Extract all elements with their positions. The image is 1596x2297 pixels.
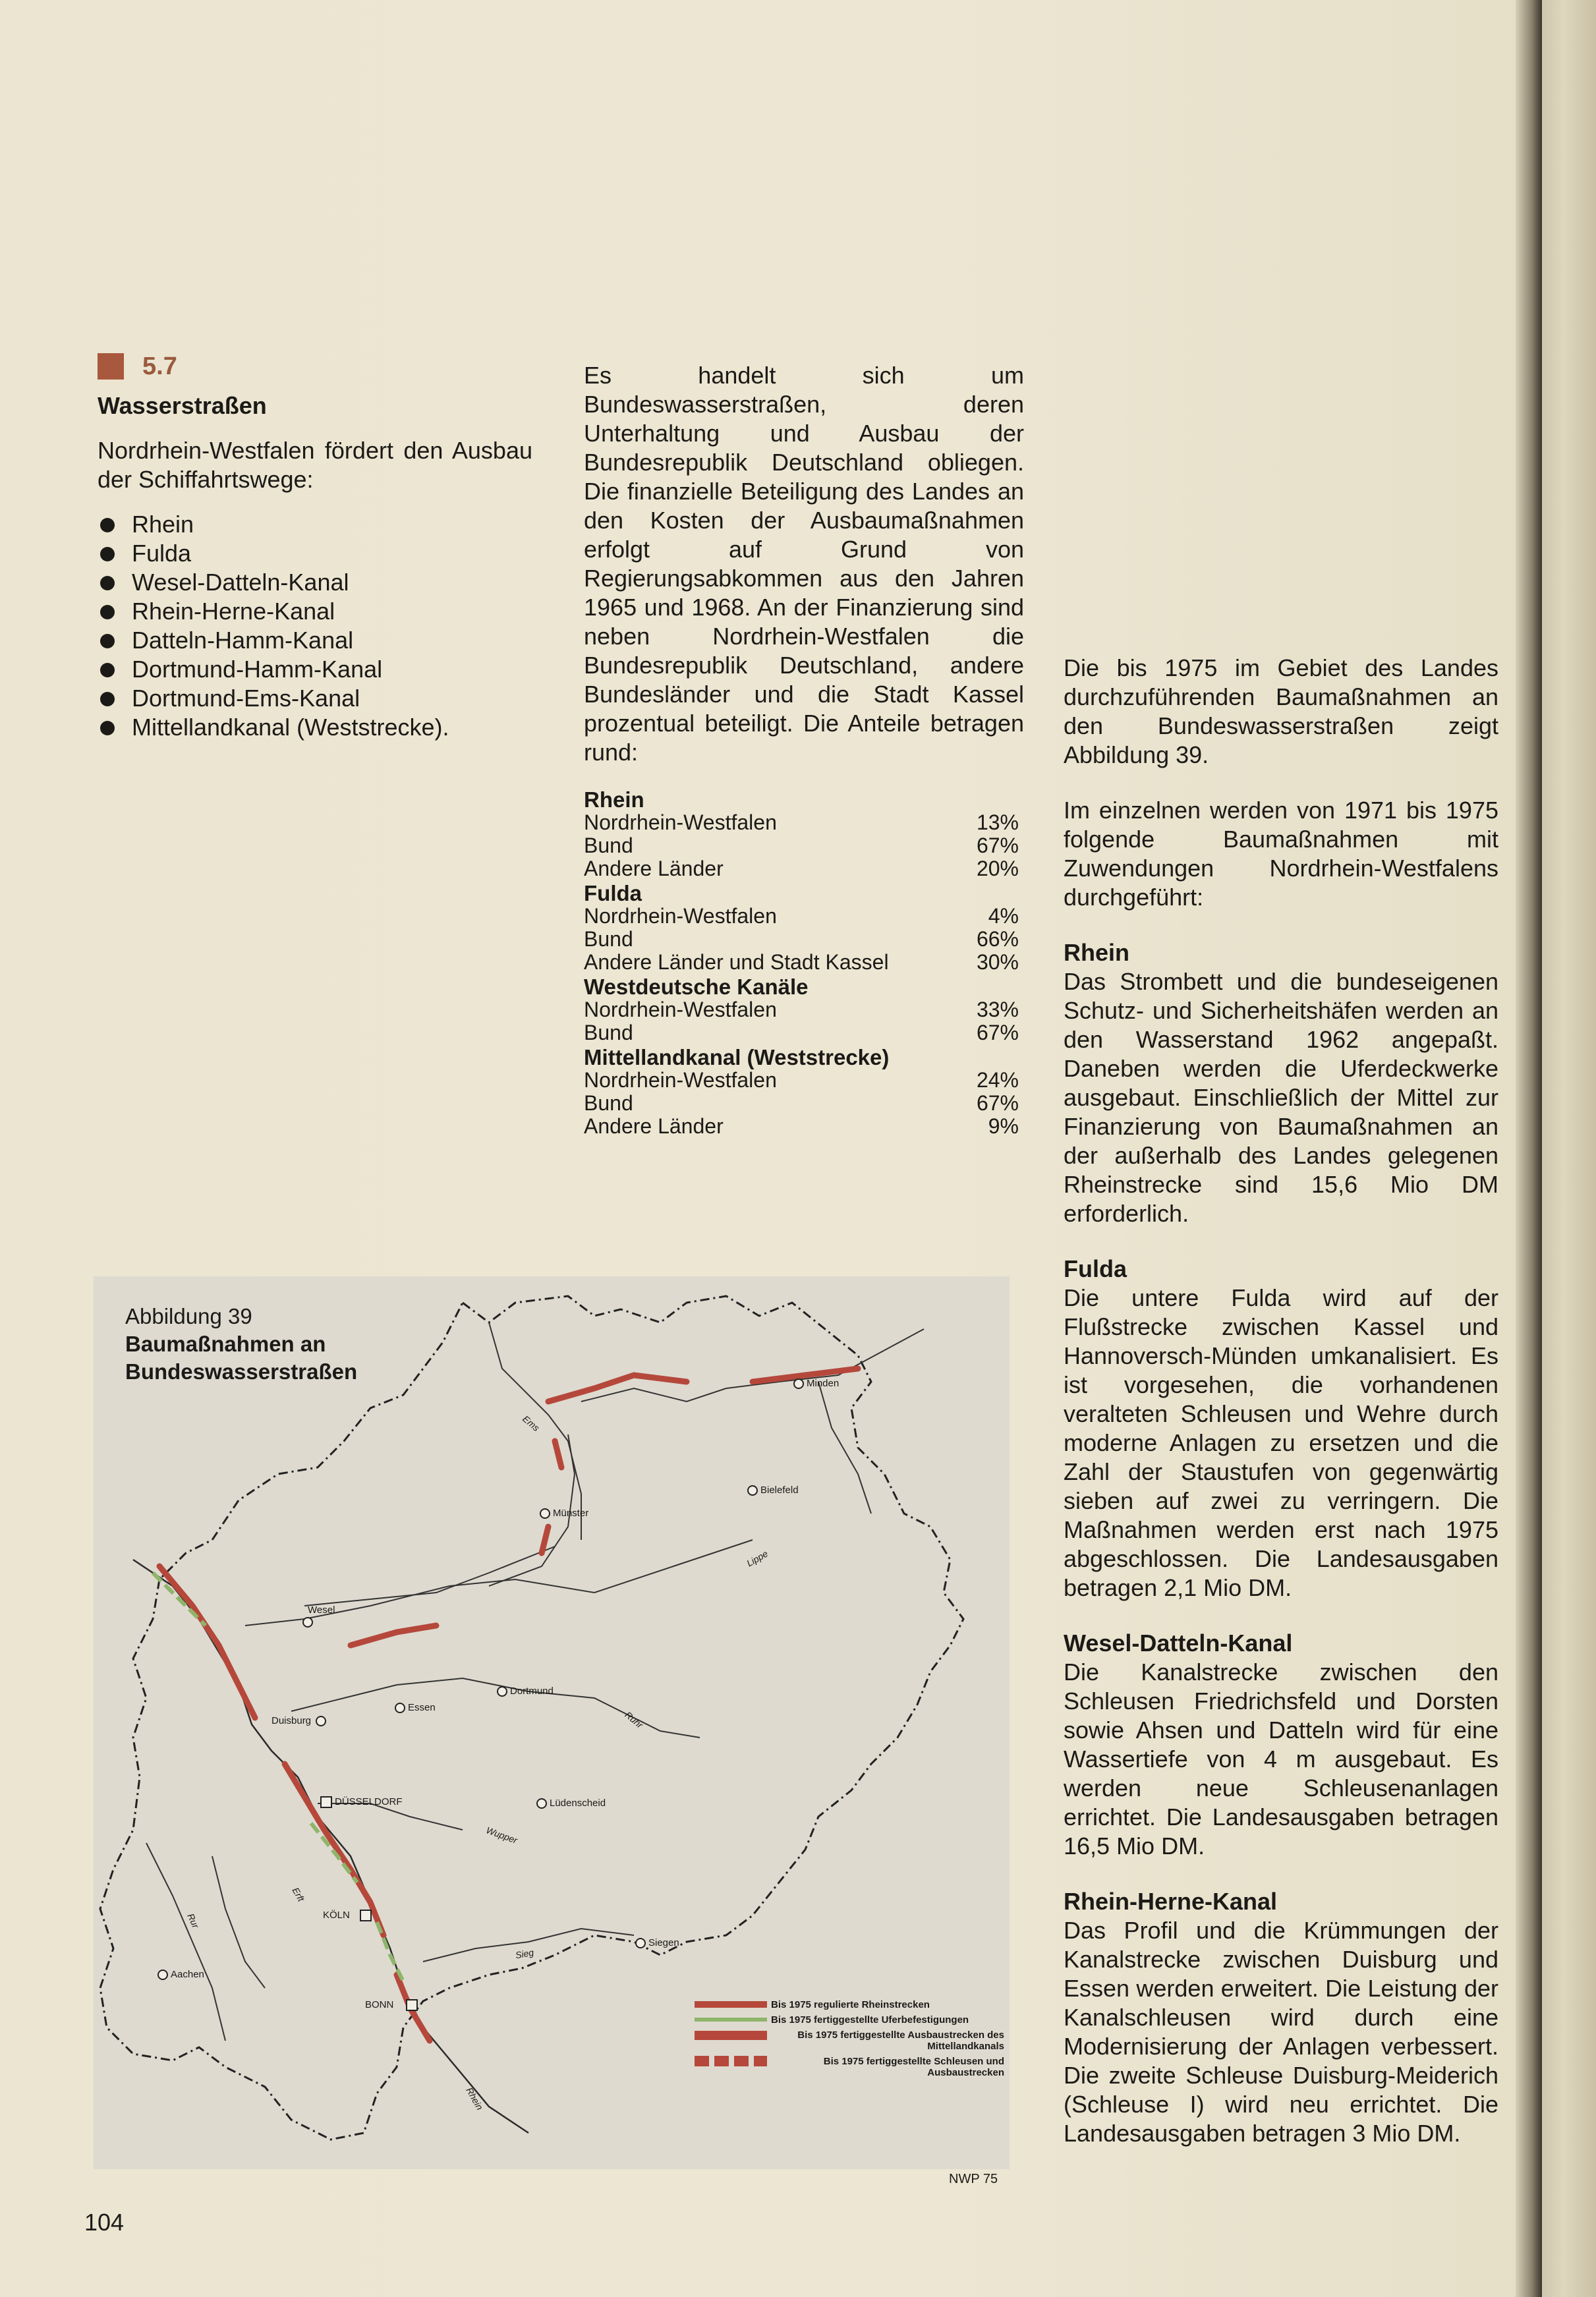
city-marker (407, 2000, 417, 2010)
list-item: Mittellandkanal (Weststrecke). (98, 713, 532, 742)
table-cell: Andere Länder (584, 1114, 724, 1138)
measure-title: Rhein-Herne-Kanal (1064, 1888, 1278, 1915)
city-marker (321, 1797, 331, 1807)
river-rur (146, 1843, 225, 2041)
river-label: Ems (521, 1413, 542, 1434)
city-label: Lüdenscheid (550, 1798, 606, 1809)
book-gutter (1516, 0, 1542, 2297)
section-heading (98, 352, 532, 381)
intro-paragraph: Im einzelnen werden von 1971 bis 1975 folgende Baumaßnahmen mit Zuwendungen Nordrhein-Westfalens durchgeführt: (1064, 797, 1498, 911)
city-label: KÖLN (323, 1910, 350, 1921)
river-label: Erft (290, 1885, 307, 1904)
city-label: Bielefeld (760, 1485, 799, 1496)
table-cell: Nordrhein-Westfalen (584, 904, 777, 928)
river-rhein (133, 1560, 528, 2133)
group-heading: Westdeutsche Kanäle (584, 975, 809, 999)
city-label: BONN (365, 1999, 394, 2010)
group-heading: Mittellandkanal (Weststrecke) (584, 1045, 890, 1069)
table-cell: 66% (976, 927, 1019, 951)
page-number: 104 (84, 2209, 125, 2236)
table-cell: Nordrhein-Westfalen (584, 810, 777, 834)
list-item: Dortmund-Hamm-Kanal (98, 655, 532, 684)
book-page-edge (1542, 0, 1596, 2297)
river-label: Lippe (745, 1548, 770, 1569)
regulated-rhine-segment (159, 1566, 255, 1718)
legend-swatch (695, 2056, 767, 2066)
city-marker (537, 1799, 546, 1808)
map-legend (695, 1999, 1004, 2078)
city-label: Aachen (171, 1969, 204, 1980)
legend-label: Bis 1975 fertiggestellte Schleusen und Ausbaustrecken (823, 2056, 1004, 2078)
measure-item (1064, 1887, 1498, 2148)
table-cell: 33% (976, 998, 1019, 1021)
legend-swatch (695, 2031, 767, 2040)
legend-item (695, 2056, 1004, 2078)
section-title: Wasserstraßen (98, 392, 267, 419)
legend-label: Bis 1975 fertiggestellte Uferbefestigungen (771, 2014, 969, 2026)
city-marker (540, 1509, 550, 1518)
legend-swatch (695, 2001, 767, 2008)
city-label: DÜSSELDORF (335, 1796, 403, 1807)
river-label: Wupper (484, 1825, 519, 1846)
measure-text: Die untere Fulda wird auf der Flußstrecke zwischen Kassel und Hannoversch-Münden umkanalisiert. Es ist vorgesehen, die vorhandenen veralteten Schleusen und Wehre durch moderne Anlagen zu ersetzen und die Zahl der Staustufen von gegenwärtig sieben auf zwei zu verringern. Die Maßnahmen werden erst nach 1975 abgeschlossen. Die Landesausgaben betragen 2,1 Mio DM. (1064, 1284, 1498, 1601)
measure-item (1064, 1255, 1498, 1602)
measure-title: Wesel-Datteln-Kanal (1064, 1630, 1293, 1657)
list-item: Datteln-Hamm-Kanal (98, 626, 532, 655)
city-label: Wesel (308, 1604, 335, 1616)
section-intro: Nordrhein-Westfalen fördert den Ausbau der Schiffahrtswege: (98, 437, 532, 493)
city-label: Essen (408, 1702, 436, 1713)
city-label: Minden (807, 1378, 840, 1389)
river-label: Ruhr (623, 1709, 645, 1730)
canal-upgrade-segment (555, 1441, 561, 1467)
table-cell: 67% (976, 1021, 1019, 1044)
measure-text: Das Profil und die Krümmungen der Kanalstrecke zwischen Duisburg und Essen werden erweitert. Die Leistung der Kanalschleusen wird durch eine Modernisierung der Anlagen verbessert. Die zweite Schleuse Duisburg-Meiderich (Schleuse I) wird neu errichtet. Die Landesausgaben betragen 3 Mio DM. (1064, 1917, 1498, 2147)
canal-mittelland (581, 1329, 924, 1402)
middle-column (584, 361, 1024, 1138)
table-cell: 67% (976, 834, 1019, 857)
measure-title: Rhein (1064, 939, 1130, 966)
figure-number: Abbildung 39 (125, 1304, 252, 1328)
city-marker (498, 1687, 507, 1696)
river-weser (818, 1382, 871, 1514)
canal-upgrade-segment (351, 1626, 436, 1645)
right-column (1064, 654, 1498, 2174)
table-cell: Bund (584, 927, 633, 951)
city-label: Dortmund (510, 1686, 554, 1697)
city-marker (158, 1970, 167, 1979)
table-cell: Bund (584, 834, 633, 857)
list-item: Fulda (98, 539, 532, 568)
measure-text: Die Kanalstrecke zwischen den Schleusen Friedrichsfeld und Dorsten sowie Ahsen und Datteln wird für eine Wassertiefe von 4 m ausgebaut. Es werden neue Schleusenanlagen errichtet. Die Landesausgaben betragen 16,5 Mio DM. (1064, 1659, 1498, 1859)
table-cell: Andere Länder (584, 857, 724, 880)
table-cell: 67% (976, 1091, 1019, 1115)
list-item: Wesel-Datteln-Kanal (98, 568, 532, 597)
list-item: Rhein (98, 510, 532, 539)
legend-item (695, 2029, 1004, 2052)
canal-upgrade-segment (548, 1375, 687, 1402)
shares-table (584, 787, 1019, 1138)
river-label: Rur (185, 1912, 202, 1930)
canal-wesel-datteln (304, 1546, 555, 1606)
table-cell: Nordrhein-Westfalen (584, 998, 777, 1021)
legend-item (695, 2014, 1004, 2026)
measure-text: Das Strombett und die bundeseigenen Schutz- und Sicherheitshäfen werden an den Wasserstand 1962 angepaßt. Daneben werden die Uferdeckwerke ausgebaut. Einschließlich der Mittel zur Finanzierung von Baumaßnahmen an der außerhalb des Landes gelegenen Rheinstrecke sind 15,6 Mio DM erforderlich. (1064, 968, 1498, 1227)
bank-reinforcement (377, 1922, 403, 1981)
group-heading: Rhein (584, 787, 644, 812)
left-column (98, 352, 532, 742)
city-marker (360, 1910, 371, 1921)
table-cell: 30% (976, 950, 1019, 974)
figure-credit: NWP 75 (949, 2172, 998, 2186)
section-number: 5.7 (142, 353, 177, 380)
city-marker (636, 1939, 645, 1948)
city-label: Siegen (648, 1937, 679, 1948)
waterway-list (98, 510, 532, 742)
table-cell: 24% (976, 1068, 1019, 1092)
river-label: Rhein (464, 2085, 486, 2112)
legend-label: Bis 1975 fertiggestellte Ausbaustrecken des Mittellandkanals (797, 2029, 1004, 2052)
group-heading: Fulda (584, 881, 642, 905)
table-cell: Andere Länder und Stadt Kassel (584, 950, 889, 974)
city-marker (794, 1379, 803, 1388)
section-marker-icon (98, 353, 124, 380)
river-label: Sieg (514, 1946, 535, 1961)
measure-item (1064, 938, 1498, 1228)
legend-item (695, 1999, 1004, 2010)
list-item: Dortmund-Ems-Kanal (98, 684, 532, 713)
table-cell: 20% (976, 857, 1019, 880)
legend-swatch (695, 2018, 767, 2022)
table-cell: 4% (988, 904, 1019, 928)
figure-caption (125, 1303, 442, 1386)
measure-title: Fulda (1064, 1255, 1127, 1282)
table-cell: 13% (976, 810, 1019, 834)
table-cell: 9% (988, 1114, 1019, 1138)
city-marker (316, 1716, 326, 1726)
city-marker (303, 1618, 312, 1627)
financing-paragraph: Es handelt sich um Bundeswasserstraßen, deren Unterhaltung und Ausbau der Bundesrepublik Deutschland obliegen. Die finanzielle Beteiligung des Landes an den Kosten der Ausbaumaßnahmen erfolgt auf Grund von Regierungsabkommen aus den Jahren 1965 und 1968. An der Finanzierung sind neben Nordrhein-Westfalen die Bundesrepublik Deutschland, andere Bundesländer und die Stadt Kassel prozentual beteiligt. Die Anteile betragen rund: (584, 362, 1024, 766)
list-item: Rhein-Herne-Kanal (98, 597, 532, 626)
legend-label: Bis 1975 regulierte Rheinstrecken (771, 1999, 930, 2010)
table-cell: Bund (584, 1091, 633, 1115)
city-marker (748, 1486, 757, 1495)
waterway-map-figure (94, 1276, 1010, 2169)
table-cell: Bund (584, 1021, 633, 1044)
city-label: Duisburg (271, 1715, 312, 1726)
canal-upgrade-segment (753, 1369, 858, 1382)
table-cell: Nordrhein-Westfalen (584, 1068, 777, 1092)
intro-paragraph: Die bis 1975 im Gebiet des Landes durchzuführenden Baumaßnahmen an den Bundeswasserstraßen zeigt Abbildung 39. (1064, 654, 1498, 768)
river-erft (212, 1856, 265, 1988)
city-label: Münster (553, 1508, 589, 1519)
figure-title: Baumaßnahmen an Bundeswasserstraßen (125, 1332, 358, 1384)
city-marker (395, 1703, 405, 1713)
measure-item (1064, 1629, 1498, 1861)
